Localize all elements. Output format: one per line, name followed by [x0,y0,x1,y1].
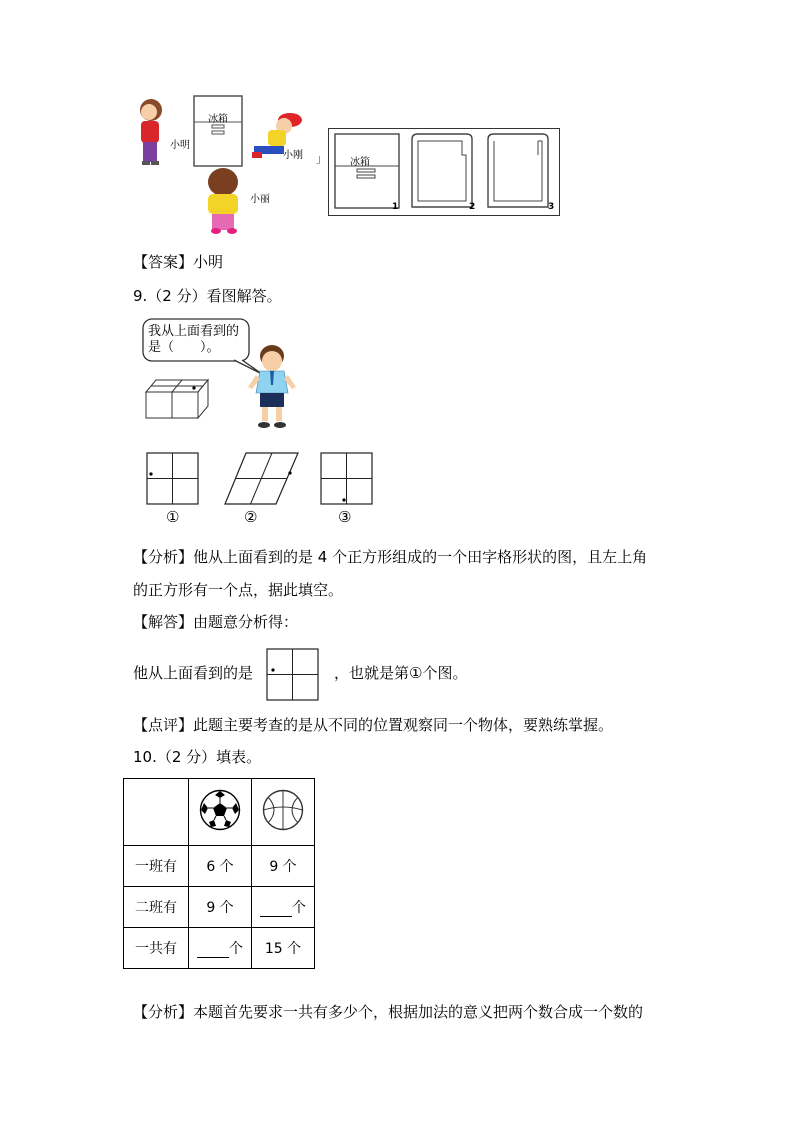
option-3-number: 3 [548,202,555,212]
table-corner-cell [124,779,189,846]
q9-solution-suffix: ，也就是第①个图。 [334,664,468,682]
q9-option-2-grid [224,452,300,506]
option-2-number: 2 [469,202,476,212]
two-cube-boxes [142,376,212,420]
child-xiaoli-illustration [200,168,246,236]
name-xiaoli: 小丽 [250,194,270,205]
basketball-cell: 9 个 [252,846,315,887]
answer-blank[interactable] [260,902,292,917]
soccer-header-cell [189,779,252,846]
basketball-cell: 15 个 [252,928,315,969]
q9-option-1-grid [146,452,200,506]
q9-option-1-label: ① [166,508,180,526]
bracket-mark: 」 [316,152,327,165]
q9-option-2-label: ② [244,508,258,526]
bubble-text [148,324,239,356]
soccer-cell: 9 个 [189,887,252,928]
bubble-line-2: 是（ ）。 [148,340,220,355]
answer-blank[interactable] [197,943,229,958]
q9-option-3-label: ③ [338,508,352,526]
soccer-ball-icon [199,789,241,831]
boy-illustration [246,343,298,431]
bubble-line-1: 我从上面看到的 [148,324,240,339]
q10-fill-table [123,778,315,969]
name-xiaogang: 小刚 [283,150,303,161]
fridge-option-2 [406,131,478,211]
fridge-option-3 [482,131,554,211]
table-row [124,928,315,969]
table-row [124,846,315,887]
q10-heading: 10.（2 分）填表。 [133,748,262,766]
unit-suffix: 个 [229,941,243,957]
row-label: 一班有 [124,846,189,887]
fridge-label: 冰箱 [208,114,228,125]
fridge-option-1 [331,131,403,211]
q9-option-3-grid [320,452,374,506]
child-xiaoming-illustration [133,98,173,170]
q9-solution-heading: 【解答】由题意分析得： [133,613,299,631]
q9-analysis-line-2: 的正方形有一个点，据此填空。 [133,581,344,599]
q9-heading: 9.（2 分）看图解答。 [133,287,282,305]
q9-comment: 【点评】此题主要考查的是从不同的位置观察同一个物体，要熟练掌握。 [133,716,614,734]
table-header-row [124,779,315,846]
q9-analysis-line-1: 【分析】他从上面看到的是 4 个正方形组成的一个田字格形状的图，且左上角 [133,548,648,566]
option-1-fridge-label: 冰箱 [350,157,370,168]
fridge-illustration [193,95,243,167]
row-label: 一共有 [124,928,189,969]
q9-solution-grid [266,648,320,702]
basketball-header-cell [252,779,315,846]
q8-answer: 【答案】小明 [133,253,224,271]
soccer-cell: 6 个 [189,846,252,887]
table-row [124,887,315,928]
option-1-number: 1 [392,202,399,212]
q10-analysis: 【分析】本题首先要求一共有多少个，根据加法的意义把两个数合成一个数的 [133,1003,644,1021]
q9-solution-prefix: 他从上面看到的是 [133,664,254,682]
row-label: 二班有 [124,887,189,928]
unit-suffix: 个 [292,900,306,916]
basketball-icon [262,789,304,831]
name-xiaoming: 小明 [170,140,190,151]
soccer-blank-cell [189,928,252,969]
basketball-blank-cell [252,887,315,928]
